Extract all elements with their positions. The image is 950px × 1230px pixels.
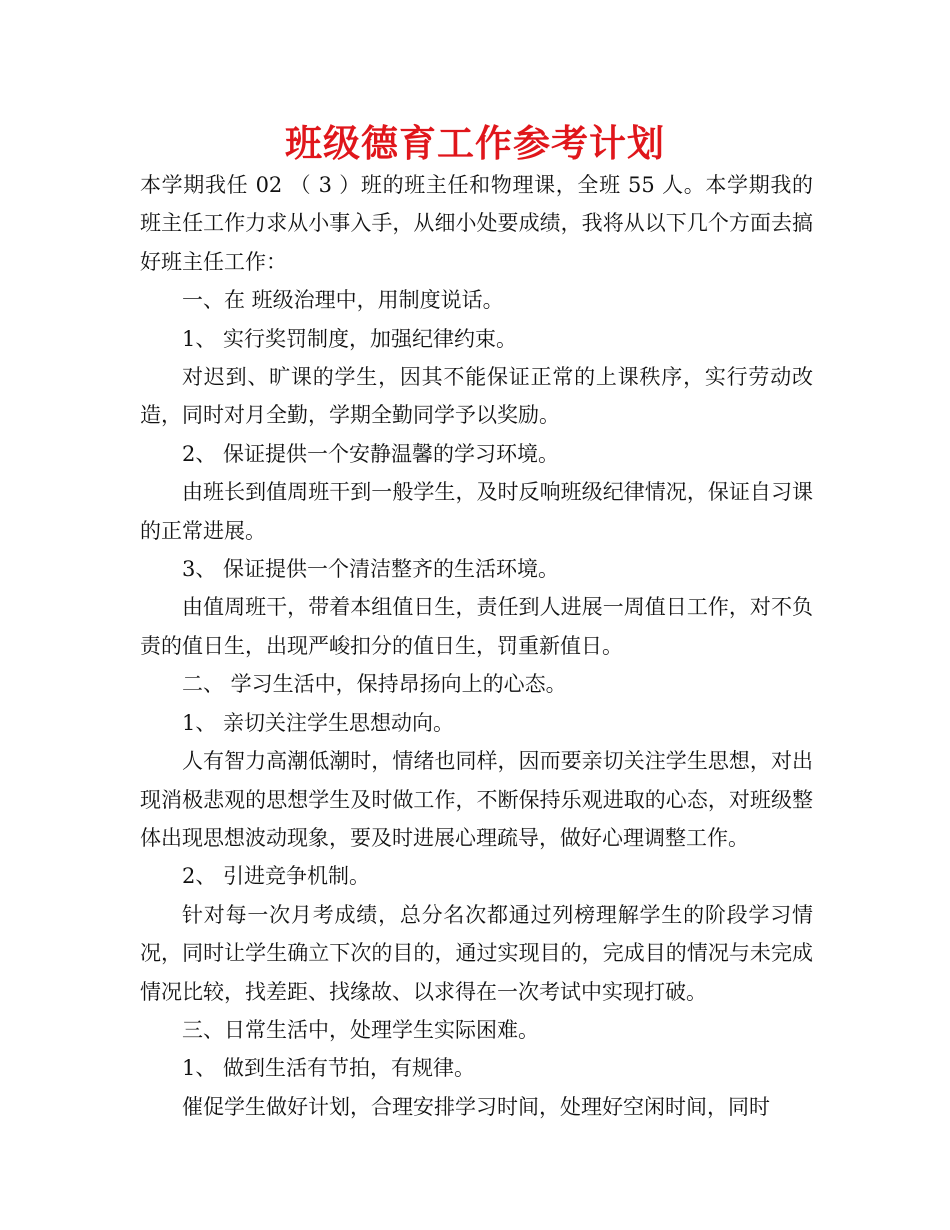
paragraph-1-2: 由班长到值周班干到一般学生，及时反响班级纪律情况，保证自习课的正常进展。 xyxy=(140,480,813,543)
paragraph-2-2: 针对每一次月考成绩，总分名次都通过列榜理解学生的阶段学习情况，同时让学生确立下次的目的，通过实现目的，完成目的情况与未完成情况比较，找差距、找缘故、以求得在一次考试中实现打破。 xyxy=(140,902,813,1004)
paragraph-1-3: 由值周班干，带着本组值日生，责任到人进展一周值日工作，对不负责的值日生，出现严峻扣分的值日生，罚重新值日。 xyxy=(140,595,813,658)
item-heading-2-1: 1、 亲切关注学生思想动向。 xyxy=(182,710,455,735)
item-heading-1-3: 3、 保证提供一个清洁整齐的生活环境。 xyxy=(182,557,560,582)
section-heading-2: 二、 学习生活中，保持昂扬向上的心态。 xyxy=(182,672,567,697)
item-heading-1-2: 2、 保证提供一个安静温馨的学习环境。 xyxy=(182,441,560,466)
paragraph-1-1: 对迟到、旷课的学生，因其不能保证正常的上课秩序，实行劳动改造，同时对月全勤，学期全勤同学予以奖励。 xyxy=(140,365,813,428)
document-title: 班级德育工作参考计划 xyxy=(285,122,665,165)
item-heading-3-1: 1、 做到生活有节拍，有规律。 xyxy=(182,1056,476,1081)
paragraph-intro: 本学期我任 02 （ 3 ）班的班主任和物理课，全班 55 人。本学期我的班主任工作力求从小事入手，从细小处要成绩，我将从以下几个方面去搞好班主任工作： xyxy=(140,173,813,274)
item-heading-2-2: 2、 引进竞争机制。 xyxy=(182,864,371,889)
section-heading-1: 一、在 班级治理中，用制度说话。 xyxy=(182,288,504,313)
item-heading-1-1: 1、 实行奖罚制度，加强纪律约束。 xyxy=(182,326,518,351)
paragraph-3-1: 催促学生做好计划，合理安排学习时间，处理好空闲时间，同时 xyxy=(182,1094,770,1119)
section-heading-3: 三、日常生活中，处理学生实际困难。 xyxy=(182,1017,539,1042)
document-body xyxy=(140,166,813,1126)
paragraph-2-1: 人有智力高潮低潮时，情绪也同样，因而要亲切关注学生思想，对出现消极悲观的思想学生及时做工作，不断保持乐观进取的心态，对班级整体出现思想波动现象，要及时进展心理疏导，做好心理调整工作。 xyxy=(140,749,813,850)
